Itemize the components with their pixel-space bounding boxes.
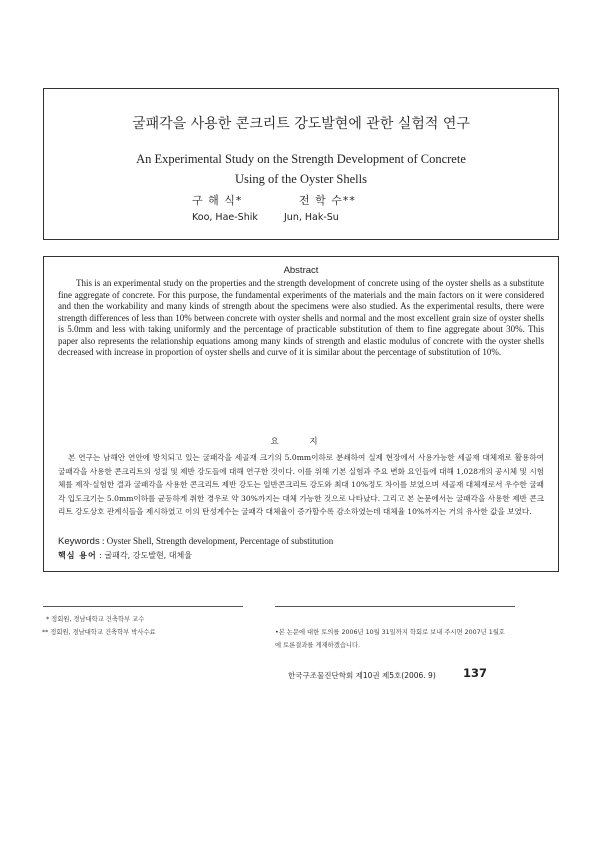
keywords-korean-value: 굴패각, 강도발현, 대체율 (104, 551, 192, 560)
author-2-english: Jun, Hak-Su (284, 212, 339, 223)
title-english-line1: An Experimental Study on the Strength Development of Concrete (136, 152, 466, 166)
title-english (44, 149, 558, 189)
keywords-value: Oyster Shell, Strength development, Percentage of substitution (106, 536, 334, 546)
footnote-author-1: * 정회원, 경남대학교 건축학부 교수 (46, 616, 145, 623)
keywords-label: Keywords (58, 536, 100, 547)
abstract-korean: 본 연구는 남해안 연안에 방치되고 있는 굴패각을 세골재 크기의 5.0mm이하로 분쇄하여 실제 현장에서 사용가능한 세골재 대체재로 활용하여 굴패각을 사용한 콘크리트의 성질 및 제반 강도들에 대해 연구한 것이다. 이를 위해 기본 실험과 주요 변화 요인들에 대해 1,028개의 공시체 및 시험체를 제작·실험한 결과 굴패각을 사용한 콘크리트 제반 강도는 일반콘크리트 강도와 최대 10%정도 차이를 보였으며 세골재 대체재로서 우수한 굴패각 입도크기는 5.0mm이하를 균등하게 취한 경우로 약 30%까지는 대체 가능한 것으로 나타났다. 그리고 본 논문에서는 굴패각을 사용한 제반 콘크리트 강도상호 관계식들을 제시하였고 이의 탄성계수는 굴패각 대체율이 증가할수록 감소하였는데 대체율 10%까지는 거의 유사한 값을 보였다. (58, 453, 544, 517)
abstract-heading: Abstract (283, 265, 319, 276)
title-english-line2: Using of the Oyster Shells (235, 172, 367, 186)
footnote-rule-right (275, 606, 515, 607)
author-2-korean: 전 학 수** (299, 194, 356, 207)
footnote-author-2: ** 정회원, 경남대학교 건축학부 박사수료 (42, 629, 156, 636)
abstract-english: This is an experimental study on the properties and the strength development of concrete using of the oyster shells as a substitute fine aggregate of concrete. For this purpose, the fundamental experiments of the materials and the main factors on it were considered and then the workability and many kinds of strength about the specimens were also studied. As the experimental results, there were strength differences of less than 10% between concrete with oyster shells and normal and the most excellent grain size of oyster shells is 5.0mm and less with taking uniformly and the percentage of practicable substitution of them to fine aggregate about 30%. This paper also represents the relationship equations among many kinds of strength and elastic modulus of concrete with the oyster shells decreased with increase in proportion of oyster shells and curve of it is similar about the percentage of substitution of 10%. (58, 278, 544, 358)
author-1-english: Koo, Hae-Shik (192, 212, 258, 223)
keywords-korean-separator: : (99, 551, 105, 560)
keywords-separator: : (101, 536, 107, 546)
author-1-korean: 구 해 식* (192, 194, 243, 207)
journal-citation: 한국구조물진단학회 제10권 제5호(2006. 9) (288, 671, 436, 680)
title-korean: 굴패각을 사용한 콘크리트 강도발현에 관한 실험적 연구 (132, 116, 470, 132)
abstract-box (43, 256, 559, 572)
page-number: 137 (463, 666, 488, 680)
keywords-english (58, 536, 333, 547)
abstract-korean-heading: 요 지 (270, 437, 332, 447)
title-box (43, 88, 559, 240)
footnote-rule-left (43, 606, 243, 607)
keywords-korean (58, 550, 192, 561)
footnote-discussion-notice: •본 논문에 대한 토의를 2006년 10월 31일까지 학회로 보내 주시면 2007년 1월호에 토론결과를 게재하겠습니다. (275, 629, 505, 649)
keywords-korean-label: 핵심 용어 (58, 551, 97, 560)
